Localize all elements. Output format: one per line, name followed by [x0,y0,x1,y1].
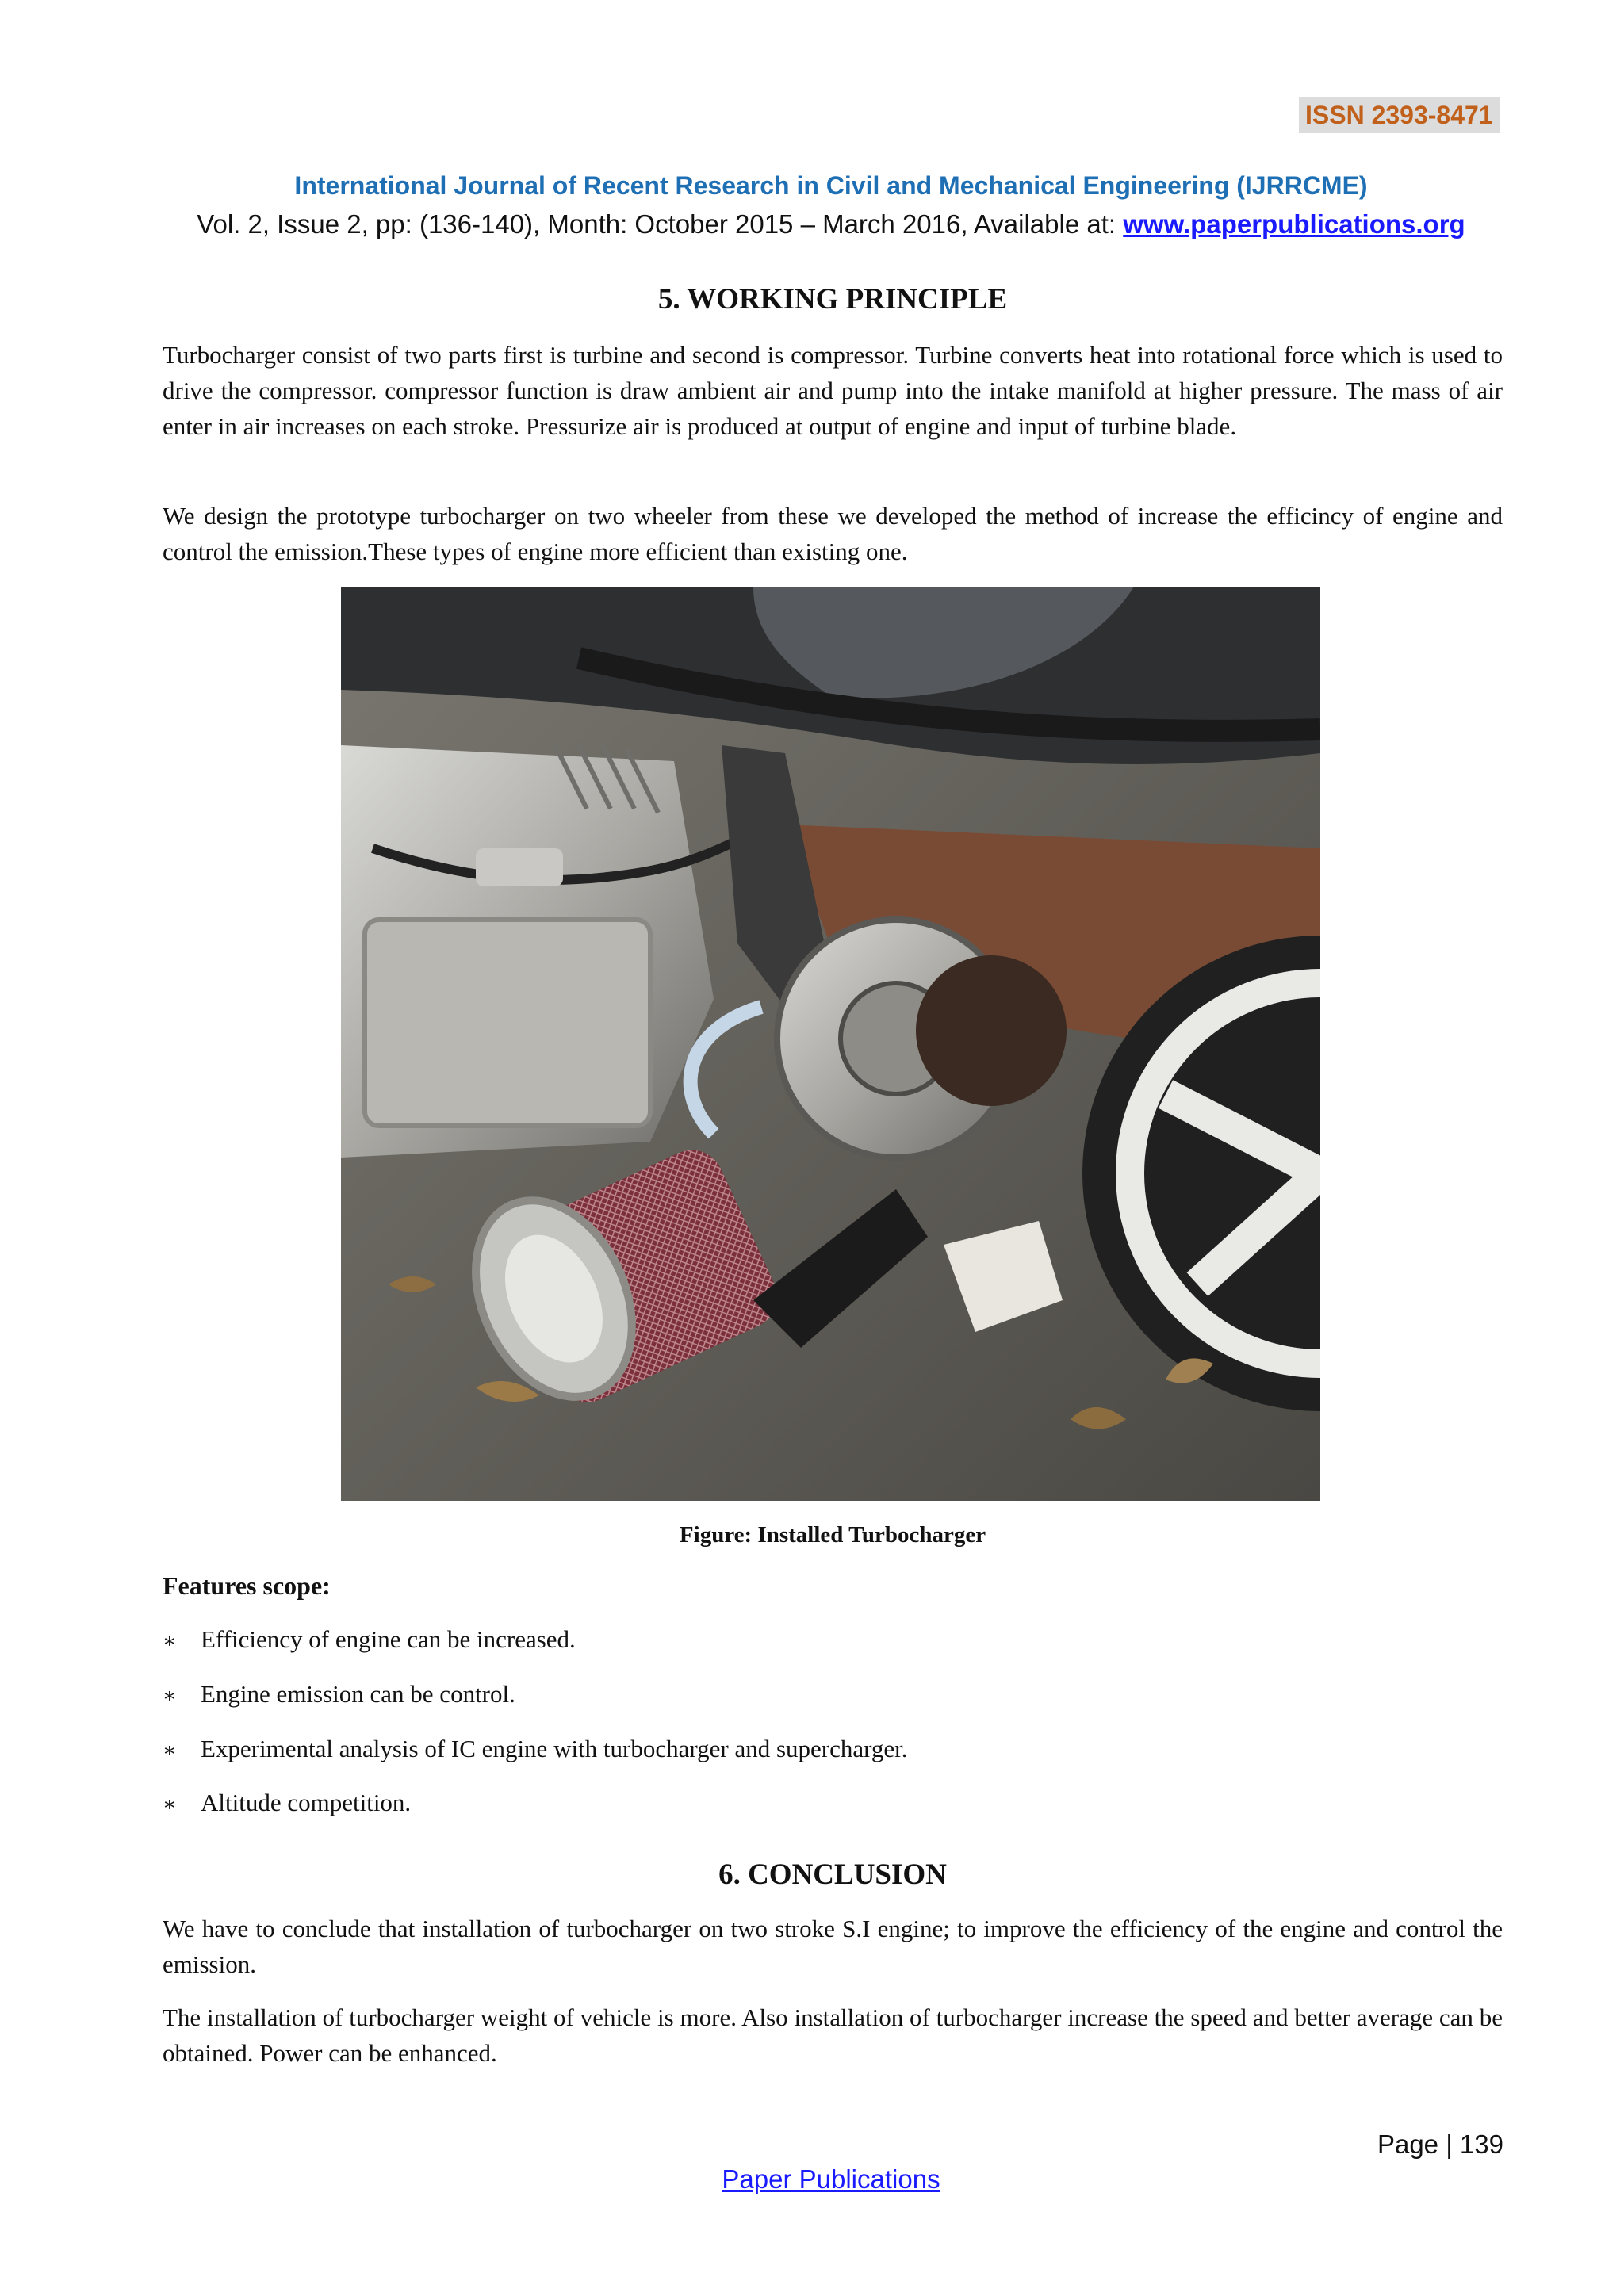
bullet-icon: ∗ [163,1793,177,1816]
footer [0,2164,1624,2195]
issn-label: ISSN 2393-8471 [1299,97,1500,133]
volume-line [0,209,1624,239]
page-number: Page | 139 [1377,2130,1503,2159]
feature-text: Engine emission can be control. [201,1680,515,1708]
publisher-link[interactable]: Paper Publications [722,2164,940,2194]
feature-text: Altitude competition. [201,1789,412,1816]
feature-text: Efficiency of engine can be increased. [201,1625,576,1653]
section-6-paragraph-2: The installation of turbocharger weight of vehicle is more. Also installation of turbocharger increase the speed and better average can be obtained. Power can be enhanced. [163,2003,1503,2067]
bullet-icon: ∗ [163,1629,177,1652]
bullet-icon: ∗ [163,1739,177,1762]
list-item [163,1680,1503,1709]
list-item [163,1735,1503,1763]
list-item [163,1789,1503,1817]
list-item [163,1625,1503,1654]
website-link[interactable]: www.paperpublications.org [1123,209,1465,239]
bullet-icon: ∗ [163,1684,177,1707]
section-6-heading: 6. CONCLUSION [718,1858,947,1891]
section-5-paragraph-2: We design the prototype turbocharger on two wheeler from these we developed the method of increase the efficincy of engine and control the emission.These types of engine more efficient than existing one. [163,502,1503,565]
section-5-paragraph-1: Turbocharger consist of two parts first is turbine and second is compressor. Turbine converts heat into rotational force which is used to drive the compressor. compressor function is draw ambient air and pump into the intake manifold at higher pressure. The mass of air enter in air increases on each stroke. Pressurize air is produced at output of engine and input of turbine blade. [163,341,1503,440]
turbocharger-photo [341,587,1320,1501]
features-title: Features scope: [163,1571,331,1600]
volume-info: Vol. 2, Issue 2, pp: (136-140), Month: October 2015 – March 2016, Available at: [197,209,1124,239]
section-6-paragraph-1: We have to conclude that installation of turbocharger on two stroke S.I engine; to improve the efficiency of the engine and control the emission. [163,1915,1503,1978]
turbocharger-photo-illustration [341,587,1320,1501]
section-5-heading: 5. WORKING PRINCIPLE [657,283,1008,316]
figure-caption: Figure: Installed Turbocharger [679,1522,986,1548]
journal-title: International Journal of Recent Research in Civil and Mechanical Engineering (IJRRCME) [294,171,1368,200]
feature-text: Experimental analysis of IC engine with turbocharger and supercharger. [201,1735,908,1762]
